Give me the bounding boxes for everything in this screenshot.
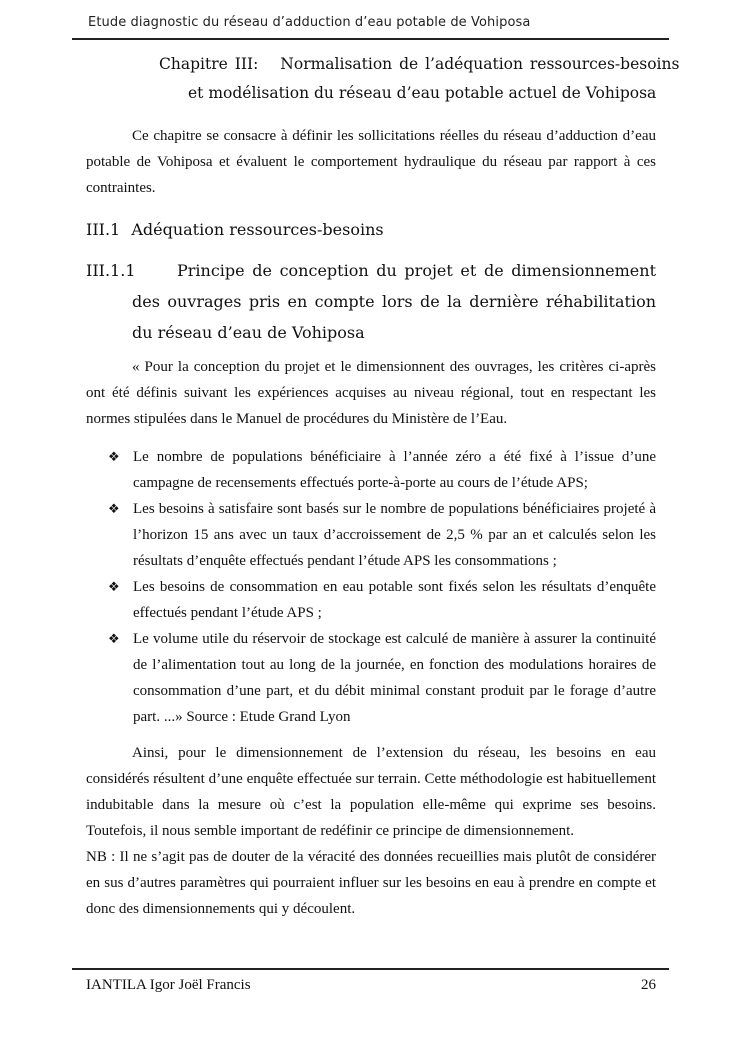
list-item xyxy=(86,626,656,730)
nb-paragraph: NB : Il ne s’agit pas de douter de la véracité des données recueillies mais plutôt de considérer en sus d’autres paramètres qui pourraient influer sur les besoins en eau à prendre en compte et donc des dimensionnements qui y découlent. xyxy=(86,849,656,917)
section-title: Adéquation ressources-besoins xyxy=(131,220,384,239)
intro-paragraph: Ce chapitre se consacre à définir les sollicitations réelles du réseau d’adduction d’eau potable de Vohiposa et évaluent le comportement hydraulique du réseau par rapport à ces contraintes. xyxy=(86,128,656,196)
list-item-text: Les besoins de consommation en eau potable sont fixés selon les résultats d’enquête effectués pendant l’étude APS ; xyxy=(133,579,656,621)
diamond-bullet-icon: ❖ xyxy=(108,449,120,464)
subsection-number: III.1.1 xyxy=(86,261,136,280)
quote-intro-paragraph: « Pour la conception du projet et le dimensionnent des ouvrages, les critères ci-après ont été définis suivant les expériences acquises au niveau régional, tout en respectant les normes stipulées dans le Manuel de procédures du Ministère de l’Eau. xyxy=(86,359,656,427)
list-item-text: Les besoins à satisfaire sont basés sur le nombre de populations bénéficiaires projeté à l’horizon 15 ans avec un taux d’accroissement de 2,5 % par an et calculés selon les résultats d’enquête effectués pendant l’étude APS les consommations ; xyxy=(133,501,656,569)
list-item-text: Le nombre de populations bénéficiaire à l’année zéro a été fixé à l’issue d’une campagne de recensements effectués porte-à-porte au cours de l’étude APS; xyxy=(133,449,656,491)
page-content xyxy=(86,50,680,922)
ainsi-paragraph: Ainsi, pour le dimensionnement de l’extension du réseau, les besoins en eau considérés résultent d’une enquête effectuée sur terrain. Cette méthodologie est habituellement indubitable dans la mesure où c’est la population elle-même qui exprime ses besoins. Toutefois, il nous semble important de redéfinir ce principe de dimensionnement. xyxy=(86,745,656,839)
list-item xyxy=(86,444,656,496)
subsection-title: Principe de conception du projet et de dimensionnement des ouvrages pris en compte lors de la dernière réhabilitation du réseau d’eau de Vohiposa xyxy=(132,261,656,342)
section-heading xyxy=(86,217,656,243)
diamond-bullet-icon: ❖ xyxy=(108,631,120,646)
criteria-list xyxy=(86,444,656,730)
chapter-title-line1: Normalisation de l’adéquation ressources-besoins xyxy=(280,55,680,73)
list-item-text: Le volume utile du réservoir de stockage est calculé de manière à assurer la continuité de l’alimentation tout au long de la journée, en fonction des modulations horaires de consommation d’une part, et du débit minimal constant produit par le forage d’autre part. ...» Source : Etude Grand Lyon xyxy=(133,631,656,725)
list-item xyxy=(86,574,656,626)
chapter-label: Chapitre III: xyxy=(159,55,259,73)
chapter-heading xyxy=(86,50,680,108)
running-header: Etude diagnostic du réseau d’adduction d’eau potable de Vohiposa xyxy=(88,15,531,30)
footer-author: IANTILA Igor Joël Francis xyxy=(86,977,251,993)
page-number: 26 xyxy=(641,977,656,993)
subsection-heading xyxy=(86,255,656,348)
list-item xyxy=(86,496,656,574)
chapter-title-line2: et modélisation du réseau d’eau potable actuel de Vohiposa xyxy=(188,84,657,102)
footer-rule xyxy=(72,968,669,970)
diamond-bullet-icon: ❖ xyxy=(108,579,120,594)
section-number: III.1 xyxy=(86,220,121,239)
diamond-bullet-icon: ❖ xyxy=(108,501,120,516)
header-rule xyxy=(72,38,669,40)
